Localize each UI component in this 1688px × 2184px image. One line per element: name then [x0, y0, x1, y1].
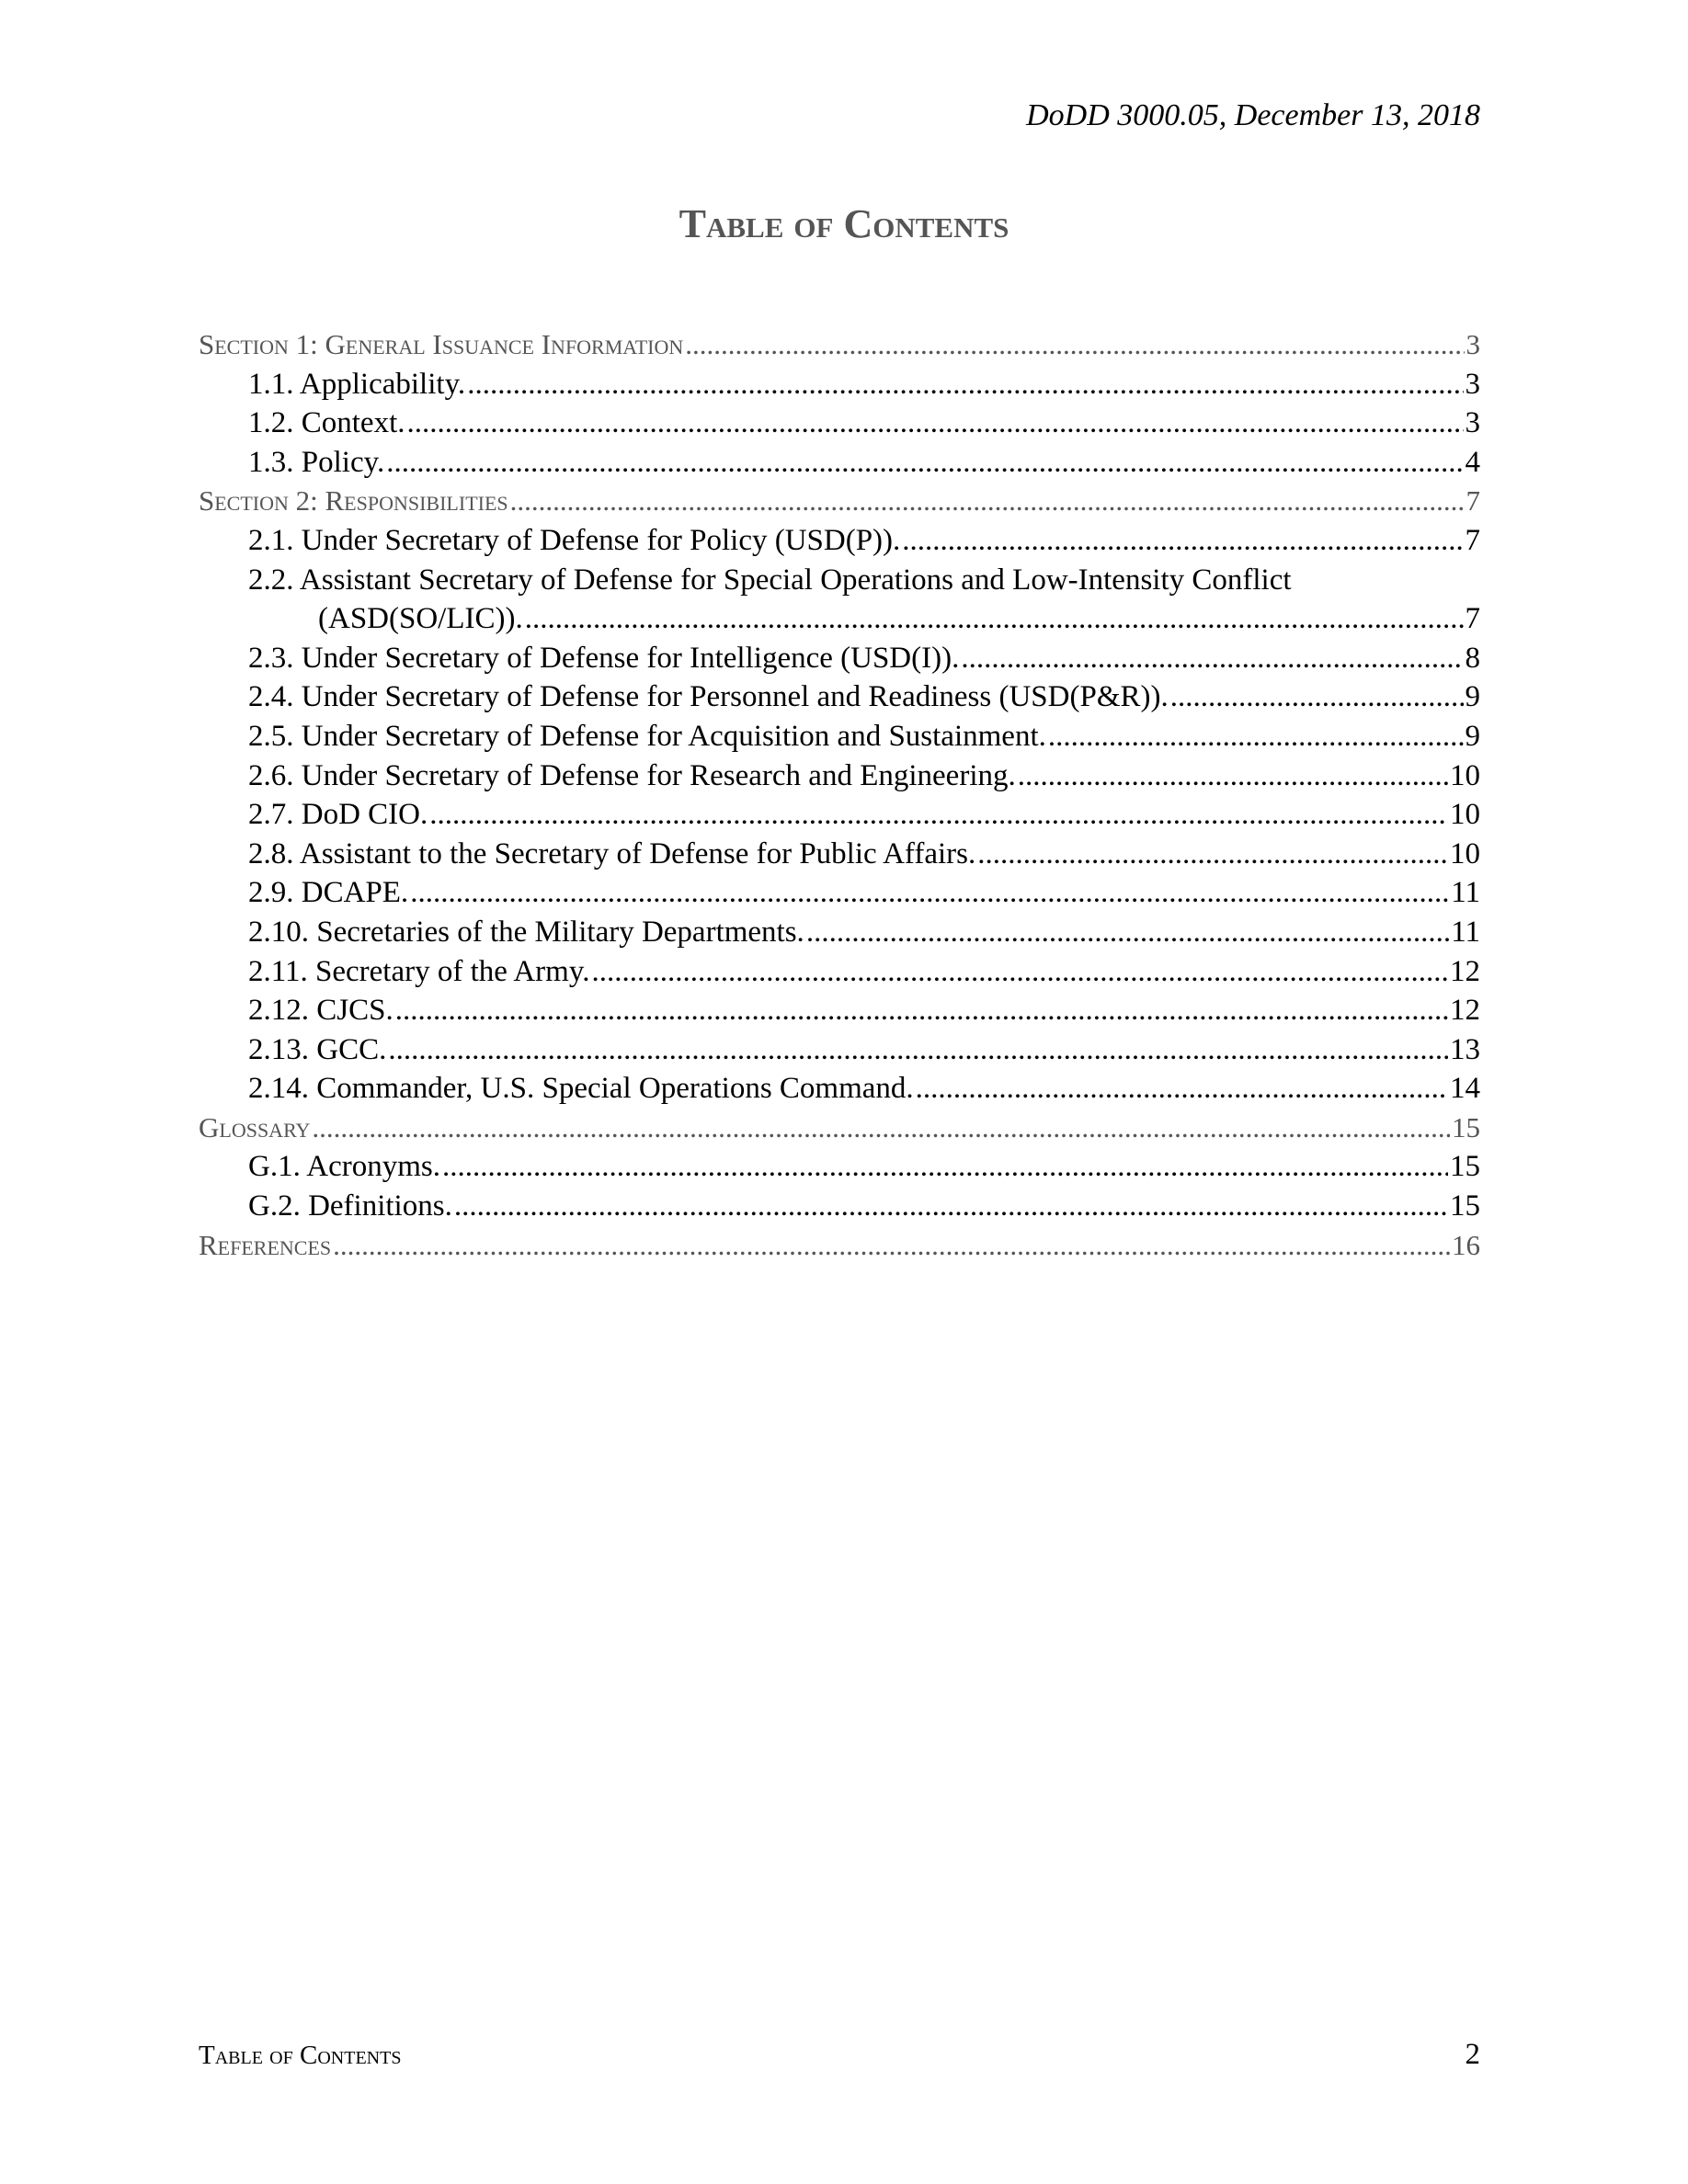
- toc-leader-dots: [395, 991, 1448, 1030]
- toc-page-number: 15: [1450, 1150, 1480, 1184]
- toc-page-number: 3: [1465, 406, 1480, 440]
- toc-entry-label: Glossary: [199, 1110, 311, 1143]
- toc-leader-dots: [386, 443, 1463, 483]
- issuance-header: DoDD 3000.05, December 13, 2018: [1026, 98, 1480, 132]
- footer-page-number: 2: [1465, 2038, 1480, 2071]
- toc-section-entry[interactable]: [199, 1226, 1480, 1266]
- toc-leader-dots: [388, 1030, 1448, 1070]
- toc-page-number: 7: [1465, 523, 1480, 557]
- toc-leader-dots: [902, 521, 1463, 561]
- toc-entry-label: 2.1. Under Secretary of Defense for Policy (USD(P)).: [248, 523, 901, 557]
- toc-leader-dots: [977, 835, 1448, 874]
- toc-leader-dots: [312, 1109, 1450, 1148]
- toc-entry[interactable]: [199, 443, 1480, 483]
- toc-entry-label: 2.10. Secretaries of the Military Departments.: [248, 915, 804, 949]
- toc-leader-dots: [467, 365, 1463, 404]
- toc-page-number: 10: [1450, 798, 1480, 832]
- toc-entry-label: Section 1: General Issuance Information: [199, 328, 684, 360]
- toc-entry-label: 1.3. Policy.: [248, 445, 385, 479]
- toc-page-number: 7: [1466, 484, 1480, 518]
- toc-page-number: 11: [1451, 876, 1480, 910]
- toc-entry-label: 2.5. Under Secretary of Defense for Acquisition and Sustainment.: [248, 719, 1046, 753]
- toc-entry-label: G.1. Acronyms.: [248, 1150, 440, 1184]
- toc-leader-dots: [333, 1226, 1450, 1266]
- toc-page-number: 4: [1465, 445, 1480, 479]
- toc-entry-label: References: [199, 1228, 332, 1261]
- toc-entry-label: 2.4. Under Secretary of Defense for Personnel and Readiness (USD(P&R)).: [248, 680, 1169, 714]
- toc-leader-dots: [916, 1069, 1448, 1109]
- table-of-contents: [199, 325, 1480, 1265]
- toc-leader-dots: [1170, 677, 1464, 717]
- toc-page-number: 11: [1451, 915, 1480, 949]
- toc-leader-dots: [961, 639, 1463, 678]
- toc-entry-label: 2.7. DoD CIO.: [248, 798, 428, 832]
- toc-entry[interactable]: [199, 835, 1480, 874]
- toc-section-entry[interactable]: [199, 1109, 1480, 1148]
- toc-entry[interactable]: [199, 521, 1480, 561]
- toc-entry[interactable]: [199, 873, 1480, 913]
- toc-page-number: 9: [1465, 719, 1480, 753]
- toc-page-number: 9: [1465, 680, 1480, 714]
- toc-leader-dots: [685, 325, 1464, 365]
- toc-entry[interactable]: [199, 365, 1480, 404]
- toc-page-number: 10: [1450, 836, 1480, 870]
- toc-entry-label: 1.2. Context.: [248, 406, 405, 440]
- page-title: Table of Contents: [679, 201, 1009, 246]
- toc-leader-dots: [510, 482, 1465, 521]
- toc-entry-label: G.2. Definitions.: [248, 1189, 452, 1223]
- toc-section-entry[interactable]: [199, 482, 1480, 521]
- toc-entry[interactable]: [199, 1069, 1480, 1109]
- toc-entry[interactable]: [199, 795, 1480, 835]
- toc-entry-label: 2.13. GCC.: [248, 1032, 387, 1066]
- toc-entry-label: 2.12. CJCS.: [248, 994, 393, 1028]
- toc-entry-label: 2.9. DCAPE.: [248, 876, 409, 910]
- toc-entry-continuation: (ASD(SO/LIC)).: [318, 602, 523, 636]
- toc-entry[interactable]: [199, 991, 1480, 1030]
- toc-leader-dots: [1018, 756, 1448, 796]
- toc-entry-label: Section 2: Responsibilities: [199, 484, 508, 518]
- toc-entry-label: 2.11. Secretary of the Army.: [248, 954, 590, 988]
- toc-leader-dots: [442, 1147, 1448, 1187]
- toc-entry-label: 2.14. Commander, U.S. Special Operations Command.: [248, 1072, 914, 1106]
- toc-entry[interactable]: [199, 639, 1480, 678]
- toc-leader-dots: [806, 913, 1449, 952]
- toc-entry[interactable]: [199, 1030, 1480, 1070]
- toc-leader-dots: [1048, 717, 1464, 756]
- toc-entry[interactable]: [199, 677, 1480, 717]
- toc-page-number: 8: [1465, 641, 1480, 675]
- toc-entry[interactable]: [199, 913, 1480, 952]
- toc-page-number: 3: [1465, 367, 1480, 401]
- toc-leader-dots: [454, 1187, 1448, 1226]
- toc-entry-label: 2.3. Under Secretary of Defense for Intelligence (USD(I)).: [248, 641, 960, 675]
- toc-page-number: 16: [1452, 1228, 1480, 1261]
- toc-entry-label: 1.1. Applicability.: [248, 367, 466, 401]
- toc-entry[interactable]: [199, 1187, 1480, 1226]
- toc-page-number: 10: [1450, 758, 1480, 792]
- toc-page-number: 7: [1465, 602, 1480, 636]
- toc-leader-dots: [429, 795, 1448, 835]
- toc-page-number: 14: [1450, 1072, 1480, 1106]
- toc-entry-label[interactable]: 2.2. Assistant Secretary of Defense for Special Operations and Low-Intensity Conflict: [248, 563, 1292, 597]
- toc-leader-dots: [525, 599, 1464, 639]
- toc-entry[interactable]: [199, 1147, 1480, 1187]
- toc-page-number: 15: [1452, 1110, 1480, 1143]
- footer-section-label: Table of Contents: [199, 2041, 402, 2070]
- toc-entry[interactable]: [199, 952, 1480, 992]
- toc-page-number: 3: [1466, 328, 1480, 360]
- toc-entry[interactable]: [199, 404, 1480, 443]
- toc-page-number: 15: [1450, 1189, 1480, 1223]
- toc-page-number: 12: [1450, 954, 1480, 988]
- toc-leader-dots: [407, 404, 1464, 443]
- toc-page-number: 12: [1450, 994, 1480, 1028]
- toc-page-number: 13: [1450, 1032, 1480, 1066]
- toc-leader-dots: [591, 952, 1448, 992]
- toc-entry-label: 2.8. Assistant to the Secretary of Defense for Public Affairs.: [248, 836, 976, 870]
- toc-entry[interactable]: [199, 717, 1480, 756]
- toc-entry-label: 2.6. Under Secretary of Defense for Research and Engineering.: [248, 758, 1016, 792]
- toc-entry[interactable]: [199, 756, 1480, 796]
- toc-entry[interactable]: [199, 599, 1480, 639]
- toc-leader-dots: [410, 873, 1449, 913]
- toc-section-entry[interactable]: [199, 325, 1480, 365]
